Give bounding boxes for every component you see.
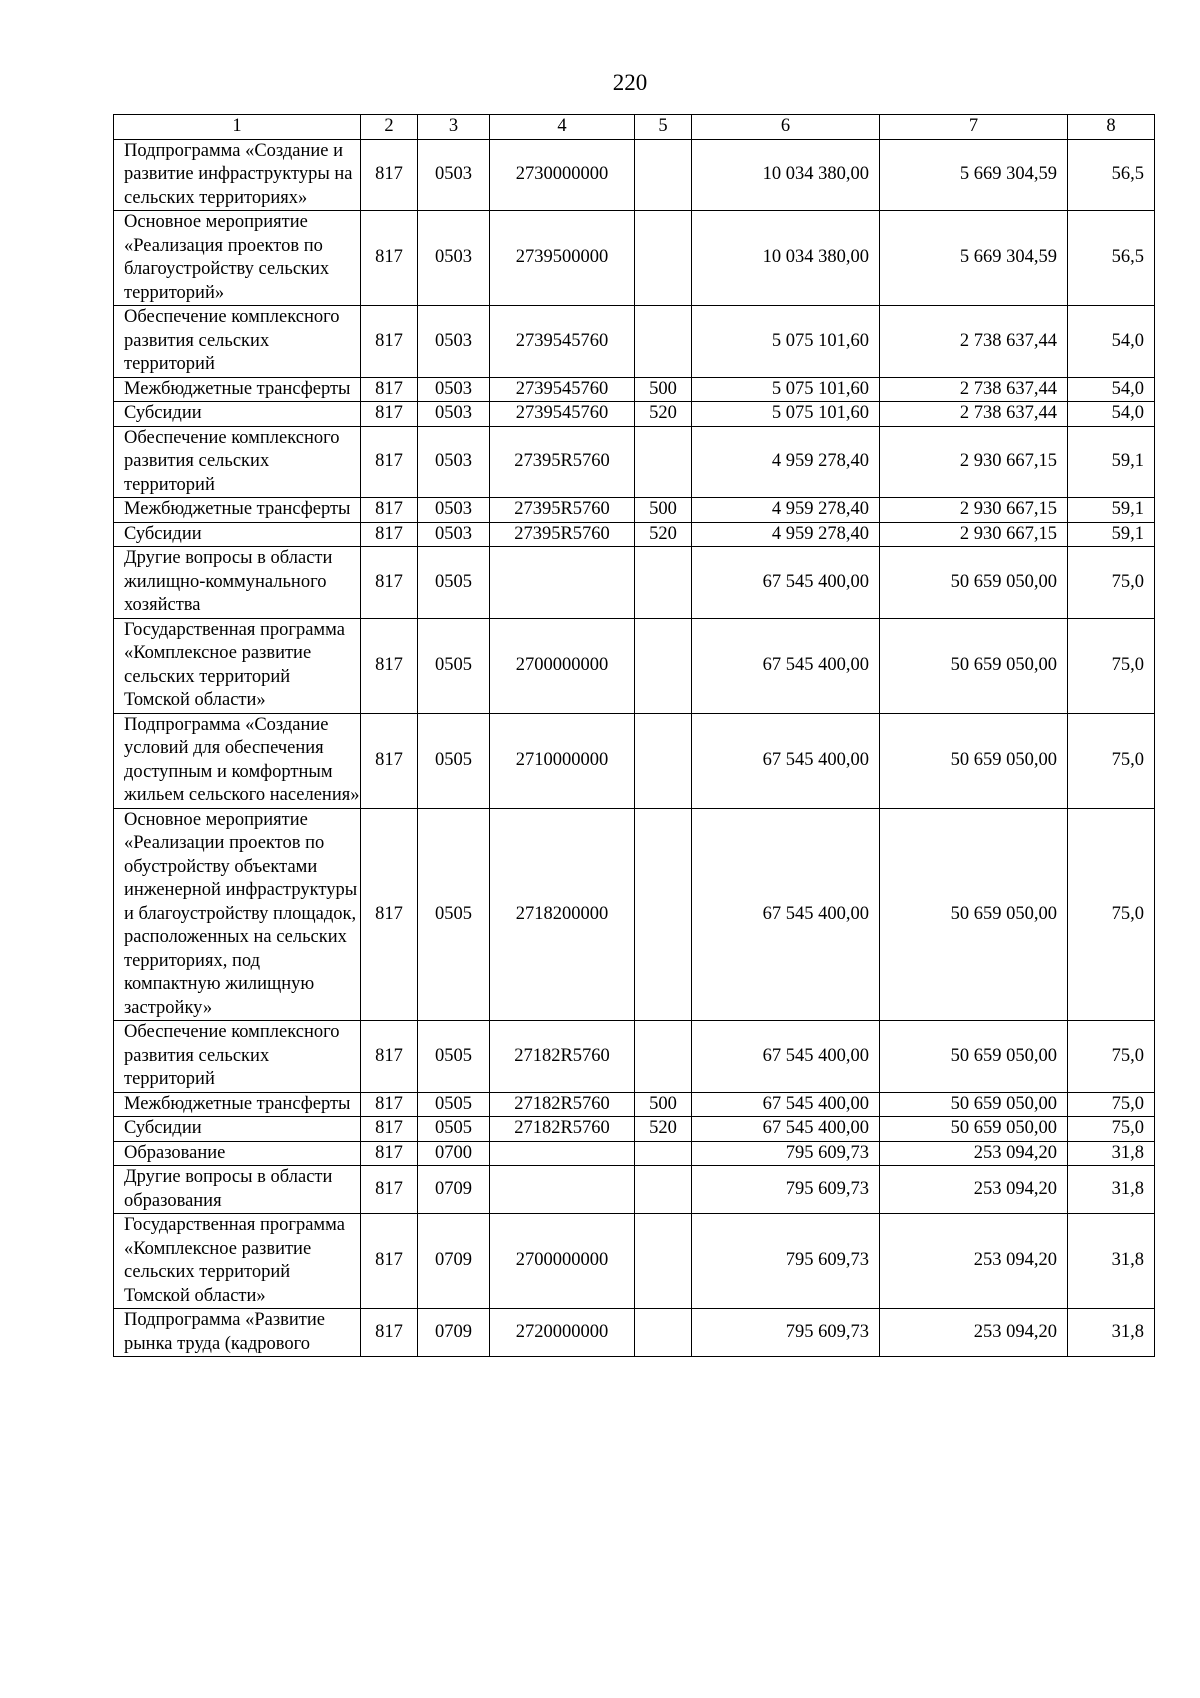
expense-type-cell [635,1021,692,1093]
row-name-cell: Основное мероприятие «Реализация проектов по благоустройству сельских территорий» [114,211,361,306]
expense-type-cell: 520 [635,522,692,547]
header-cell: 2 [361,115,418,140]
percent-cell: 56,5 [1068,211,1155,306]
plan-amount-cell: 10 034 380,00 [692,139,880,211]
table-row [114,618,1155,713]
target-article-cell: 2700000000 [490,618,635,713]
expense-type-cell [635,1214,692,1309]
plan-amount-cell: 5 075 101,60 [692,377,880,402]
row-name-cell: Другие вопросы в области жилищно-коммунального хозяйства [114,547,361,619]
row-name-cell: Подпрограмма «Создание условий для обеспечения доступным и комфортным жильем сельского населения» [114,713,361,808]
ministry-cell: 817 [361,547,418,619]
table-row [114,1117,1155,1142]
expense-type-cell [635,139,692,211]
percent-cell: 59,1 [1068,522,1155,547]
actual-amount-cell: 50 659 050,00 [880,808,1068,1021]
row-name-cell: Межбюджетные трансферты [114,377,361,402]
row-name-cell: Подпрограмма «Создание и развитие инфраструктуры на сельских территориях» [114,139,361,211]
table-row [114,1214,1155,1309]
percent-cell: 54,0 [1068,377,1155,402]
table-row [114,1141,1155,1166]
table-row [114,306,1155,378]
target-article-cell: 2720000000 [490,1309,635,1357]
percent-cell: 75,0 [1068,808,1155,1021]
ministry-cell: 817 [361,522,418,547]
target-article-cell: 27182R5760 [490,1021,635,1093]
ministry-cell: 817 [361,1309,418,1357]
percent-cell: 54,0 [1068,306,1155,378]
actual-amount-cell: 2 738 637,44 [880,306,1068,378]
table-row [114,211,1155,306]
actual-amount-cell: 253 094,20 [880,1309,1068,1357]
actual-amount-cell: 2 930 667,15 [880,522,1068,547]
target-article-cell [490,1141,635,1166]
plan-amount-cell: 67 545 400,00 [692,547,880,619]
percent-cell: 75,0 [1068,1092,1155,1117]
actual-amount-cell: 50 659 050,00 [880,618,1068,713]
section-cell: 0505 [418,713,490,808]
percent-cell: 75,0 [1068,713,1155,808]
target-article-cell: 27395R5760 [490,426,635,498]
table-body [114,139,1155,1357]
percent-cell: 75,0 [1068,618,1155,713]
percent-cell: 75,0 [1068,547,1155,619]
row-name-cell: Государственная программа «Комплексное развитие сельских территорий Томской области» [114,1214,361,1309]
section-cell: 0505 [418,618,490,713]
row-name-cell: Межбюджетные трансферты [114,1092,361,1117]
percent-cell: 54,0 [1068,402,1155,427]
expense-type-cell [635,426,692,498]
expense-type-cell [635,618,692,713]
ministry-cell: 817 [361,1166,418,1214]
table-row [114,1021,1155,1093]
ministry-cell: 817 [361,402,418,427]
actual-amount-cell: 2 738 637,44 [880,377,1068,402]
header-cell: 5 [635,115,692,140]
row-name-cell: Субсидии [114,402,361,427]
section-cell: 0709 [418,1166,490,1214]
percent-cell: 75,0 [1068,1117,1155,1142]
table-row [114,426,1155,498]
target-article-cell [490,1166,635,1214]
actual-amount-cell: 253 094,20 [880,1214,1068,1309]
ministry-cell: 817 [361,139,418,211]
expense-type-cell: 500 [635,1092,692,1117]
actual-amount-cell: 2 738 637,44 [880,402,1068,427]
row-name-cell: Подпрограмма «Развитие рынка труда (кадрового [114,1309,361,1357]
row-name-cell: Другие вопросы в области образования [114,1166,361,1214]
plan-amount-cell: 4 959 278,40 [692,426,880,498]
table-row [114,498,1155,523]
expense-type-cell [635,713,692,808]
plan-amount-cell: 795 609,73 [692,1166,880,1214]
actual-amount-cell: 2 930 667,15 [880,426,1068,498]
section-cell: 0503 [418,426,490,498]
ministry-cell: 817 [361,808,418,1021]
ministry-cell: 817 [361,618,418,713]
table-row [114,522,1155,547]
header-cell: 6 [692,115,880,140]
section-cell: 0505 [418,808,490,1021]
expense-type-cell [635,1166,692,1214]
row-name-cell: Образование [114,1141,361,1166]
section-cell: 0503 [418,402,490,427]
expense-type-cell [635,306,692,378]
row-name-cell: Субсидии [114,1117,361,1142]
table-row [114,547,1155,619]
expense-type-cell [635,211,692,306]
ministry-cell: 817 [361,498,418,523]
row-name-cell: Обеспечение комплексного развития сельских территорий [114,426,361,498]
section-cell: 0503 [418,377,490,402]
percent-cell: 31,8 [1068,1141,1155,1166]
row-name-cell: Межбюджетные трансферты [114,498,361,523]
percent-cell: 75,0 [1068,1021,1155,1093]
section-cell: 0503 [418,211,490,306]
ministry-cell: 817 [361,426,418,498]
ministry-cell: 817 [361,377,418,402]
table-row [114,1309,1155,1357]
row-name-cell: Обеспечение комплексного развития сельских территорий [114,306,361,378]
table-row [114,808,1155,1021]
target-article-cell: 2739500000 [490,211,635,306]
percent-cell: 31,8 [1068,1309,1155,1357]
plan-amount-cell: 4 959 278,40 [692,498,880,523]
header-cell: 7 [880,115,1068,140]
section-cell: 0503 [418,306,490,378]
plan-amount-cell: 67 545 400,00 [692,808,880,1021]
header-cell: 3 [418,115,490,140]
expense-type-cell [635,1141,692,1166]
plan-amount-cell: 795 609,73 [692,1214,880,1309]
table-row [114,139,1155,211]
actual-amount-cell: 253 094,20 [880,1166,1068,1214]
actual-amount-cell: 5 669 304,59 [880,211,1068,306]
target-article-cell: 2739545760 [490,377,635,402]
expense-type-cell [635,808,692,1021]
plan-amount-cell: 67 545 400,00 [692,713,880,808]
actual-amount-cell: 253 094,20 [880,1141,1068,1166]
row-name-cell: Обеспечение комплексного развития сельских территорий [114,1021,361,1093]
table-row [114,377,1155,402]
actual-amount-cell: 50 659 050,00 [880,1117,1068,1142]
target-article-cell: 2739545760 [490,402,635,427]
section-cell: 0709 [418,1309,490,1357]
expense-type-cell: 500 [635,377,692,402]
ministry-cell: 817 [361,211,418,306]
row-name-cell: Субсидии [114,522,361,547]
table-row [114,1092,1155,1117]
plan-amount-cell: 795 609,73 [692,1141,880,1166]
expense-type-cell: 520 [635,1117,692,1142]
ministry-cell: 817 [361,1021,418,1093]
target-article-cell: 27182R5760 [490,1092,635,1117]
percent-cell: 59,1 [1068,498,1155,523]
target-article-cell: 2710000000 [490,713,635,808]
actual-amount-cell: 50 659 050,00 [880,713,1068,808]
section-cell: 0503 [418,139,490,211]
percent-cell: 59,1 [1068,426,1155,498]
actual-amount-cell: 2 930 667,15 [880,498,1068,523]
plan-amount-cell: 67 545 400,00 [692,1092,880,1117]
section-cell: 0505 [418,547,490,619]
actual-amount-cell: 5 669 304,59 [880,139,1068,211]
ministry-cell: 817 [361,306,418,378]
target-article-cell: 2739545760 [490,306,635,378]
actual-amount-cell: 50 659 050,00 [880,1092,1068,1117]
expense-type-cell: 500 [635,498,692,523]
ministry-cell: 817 [361,1092,418,1117]
target-article-cell [490,547,635,619]
percent-cell: 31,8 [1068,1214,1155,1309]
ministry-cell: 817 [361,1214,418,1309]
ministry-cell: 817 [361,1141,418,1166]
expense-type-cell: 520 [635,402,692,427]
actual-amount-cell: 50 659 050,00 [880,1021,1068,1093]
section-cell: 0505 [418,1092,490,1117]
header-cell: 4 [490,115,635,140]
plan-amount-cell: 10 034 380,00 [692,211,880,306]
target-article-cell: 2730000000 [490,139,635,211]
section-cell: 0709 [418,1214,490,1309]
header-cell: 1 [114,115,361,140]
header-row [114,115,1155,140]
expense-type-cell [635,547,692,619]
plan-amount-cell: 67 545 400,00 [692,1117,880,1142]
plan-amount-cell: 5 075 101,60 [692,306,880,378]
budget-table [113,114,1155,1357]
target-article-cell: 2700000000 [490,1214,635,1309]
actual-amount-cell: 50 659 050,00 [880,547,1068,619]
section-cell: 0700 [418,1141,490,1166]
row-name-cell: Государственная программа «Комплексное развитие сельских территорий Томской области» [114,618,361,713]
target-article-cell: 27395R5760 [490,498,635,523]
plan-amount-cell: 67 545 400,00 [692,618,880,713]
row-name-cell: Основное мероприятие «Реализации проектов по обустройству объектами инженерной инфраструктуры и благоустройству площадок, расположенных на сельских территориях, под компактную жилищную застройку» [114,808,361,1021]
section-cell: 0505 [418,1021,490,1093]
section-cell: 0503 [418,498,490,523]
expense-type-cell [635,1309,692,1357]
plan-amount-cell: 4 959 278,40 [692,522,880,547]
header-cell: 8 [1068,115,1155,140]
ministry-cell: 817 [361,713,418,808]
plan-amount-cell: 5 075 101,60 [692,402,880,427]
table-row [114,713,1155,808]
plan-amount-cell: 67 545 400,00 [692,1021,880,1093]
target-article-cell: 27182R5760 [490,1117,635,1142]
table-row [114,402,1155,427]
target-article-cell: 2718200000 [490,808,635,1021]
section-cell: 0505 [418,1117,490,1142]
plan-amount-cell: 795 609,73 [692,1309,880,1357]
section-cell: 0503 [418,522,490,547]
page-number: 220 [612,70,648,95]
table-row [114,1166,1155,1214]
percent-cell: 31,8 [1068,1166,1155,1214]
target-article-cell: 27395R5760 [490,522,635,547]
percent-cell: 56,5 [1068,139,1155,211]
ministry-cell: 817 [361,1117,418,1142]
